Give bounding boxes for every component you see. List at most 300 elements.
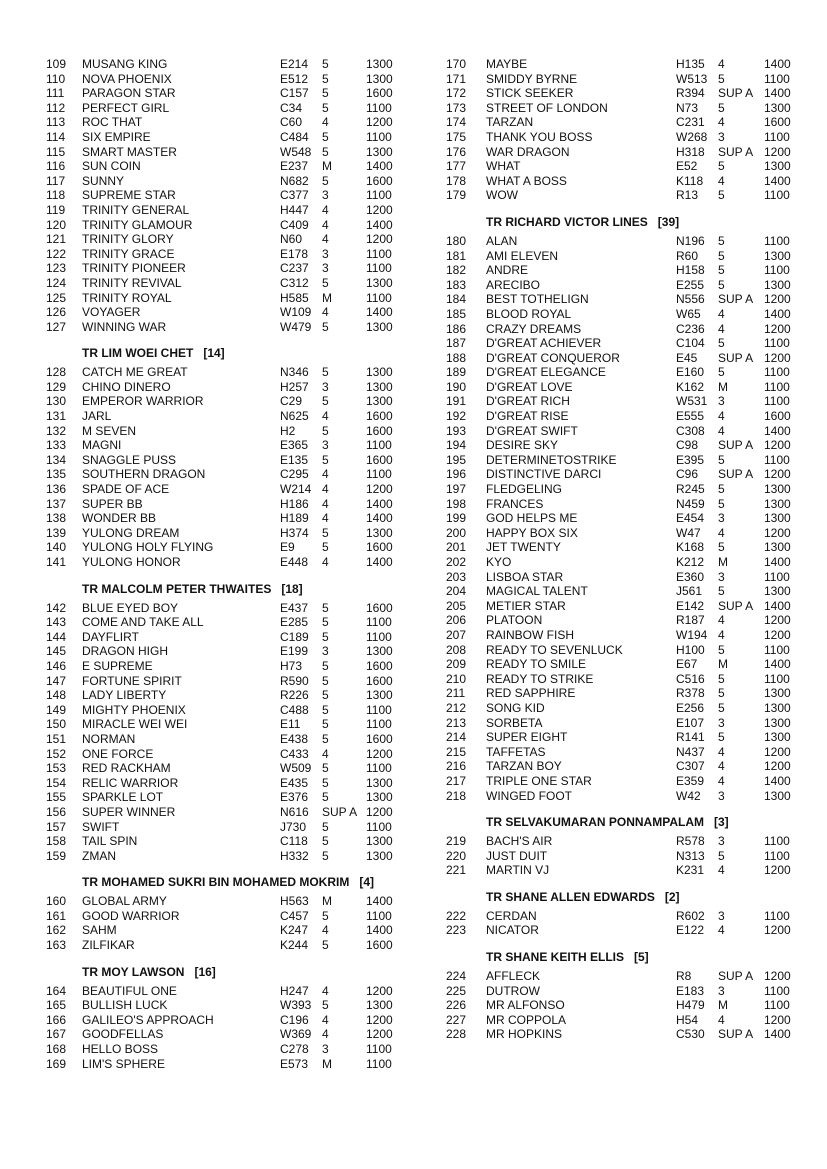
horse-code: E9 <box>280 540 295 555</box>
horse-row <box>446 72 806 87</box>
horse-code: W214 <box>280 482 312 497</box>
entry-number: 148 <box>46 688 67 703</box>
horse-class: 4 <box>322 217 329 232</box>
horse-class: 4 <box>718 759 725 774</box>
entry-number: 208 <box>446 642 467 657</box>
horse-name: TRIPLE ONE STAR <box>486 773 592 788</box>
horse-name: D'GREAT ELEGANCE <box>486 365 606 380</box>
horse-code: N196 <box>676 233 705 248</box>
horse-row <box>46 717 426 732</box>
entry-number: 124 <box>46 275 67 290</box>
horse-row <box>46 820 426 835</box>
horse-class: 4 <box>718 773 725 788</box>
horse-row <box>446 643 806 658</box>
horse-class: SUP A <box>718 1027 754 1042</box>
horse-class: 5 <box>322 100 329 115</box>
horse-code: H186 <box>280 496 309 511</box>
entry-number: 192 <box>446 409 467 424</box>
horse-name: ARECIBO <box>486 277 541 292</box>
horse-row <box>46 1027 426 1042</box>
entry-number: 140 <box>46 540 67 555</box>
horse-row <box>46 232 426 247</box>
horse-code: W42 <box>676 788 701 803</box>
horse-rating: 1200 <box>764 863 791 878</box>
horse-class: 4 <box>322 496 329 511</box>
horse-name: TRINITY REVIVAL <box>82 275 182 290</box>
horse-rating: 1100 <box>366 129 392 144</box>
horse-name: TRINITY PIONEER <box>82 261 186 276</box>
horse-rating: 1100 <box>764 129 790 144</box>
horse-class: 4 <box>718 923 725 938</box>
entry-number: 215 <box>446 744 467 759</box>
entry-number: 155 <box>46 790 67 805</box>
entry-number: 144 <box>46 629 67 644</box>
horse-class: 5 <box>322 452 329 467</box>
horse-name: SOUTHERN DRAGON <box>82 467 206 482</box>
horse-row <box>446 759 806 774</box>
horse-rating: 1600 <box>366 540 393 555</box>
horse-code: R8 <box>676 969 692 984</box>
horse-rating: 1200 <box>764 525 791 540</box>
horse-class: 5 <box>322 615 329 630</box>
horse-name: D'GREAT ACHIEVER <box>486 336 602 351</box>
horse-code: E237 <box>280 159 309 174</box>
horse-code: R590 <box>280 673 309 688</box>
horse-code: C231 <box>676 115 705 130</box>
horse-rating: 1100 <box>366 629 392 644</box>
horse-row <box>46 467 426 482</box>
horse-code: K162 <box>676 379 705 394</box>
trainer-header <box>46 962 426 983</box>
trainer-horse-count: [3] <box>714 815 729 830</box>
entry-number: 196 <box>446 467 467 482</box>
horse-name: HELLO BOSS <box>82 1042 159 1057</box>
entry-number: 127 <box>46 319 67 334</box>
entry-number: 165 <box>46 998 67 1013</box>
horse-rating: 1100 <box>764 233 790 248</box>
horse-code: E160 <box>676 365 705 380</box>
horse-rating: 1400 <box>366 159 393 174</box>
entry-number: 135 <box>46 467 67 482</box>
horse-class: 5 <box>718 540 725 555</box>
horse-code: E573 <box>280 1056 309 1071</box>
horse-name: READY TO STRIKE <box>486 671 594 686</box>
horse-row <box>446 730 806 745</box>
horse-code: E214 <box>280 57 309 71</box>
horse-class: 5 <box>718 365 725 380</box>
horse-row <box>446 526 806 541</box>
horse-rating: 1100 <box>764 379 790 394</box>
horse-rating: 1600 <box>366 658 393 673</box>
trainer-header <box>446 812 806 833</box>
horse-class: 4 <box>718 173 725 188</box>
horse-class: 4 <box>322 923 329 938</box>
horse-code: C34 <box>280 100 303 115</box>
horse-row <box>446 923 806 938</box>
horse-name: FORTUNE SPIRIT <box>82 673 182 688</box>
horse-class: 5 <box>322 144 329 159</box>
horse-row <box>446 365 806 380</box>
horse-row <box>46 790 426 805</box>
horse-row <box>446 789 806 804</box>
horse-class: 5 <box>322 717 329 732</box>
horse-name: CERDAN <box>486 908 537 923</box>
horse-row <box>446 497 806 512</box>
horse-code: H189 <box>280 511 309 526</box>
horse-name: RELIC WARRIOR <box>82 775 179 790</box>
horse-name: GALILEO'S APPROACH <box>82 1012 214 1027</box>
horse-rating: 1200 <box>764 144 791 159</box>
horse-class: 5 <box>718 848 725 863</box>
horse-rating: 1200 <box>366 115 393 130</box>
horse-rating: 1300 <box>366 775 393 790</box>
entry-number: 154 <box>46 775 67 790</box>
entry-number: 170 <box>446 57 467 71</box>
trainer-header <box>46 343 426 364</box>
horse-rating: 1400 <box>764 423 791 438</box>
horse-row <box>46 909 426 924</box>
horse-rating: 1300 <box>366 688 393 703</box>
entry-number: 117 <box>46 173 66 188</box>
horse-class: M <box>322 290 332 305</box>
horse-name: WHAT <box>486 159 521 174</box>
horse-code: H479 <box>676 998 705 1013</box>
horse-row <box>446 599 806 614</box>
entry-number: 139 <box>46 525 67 540</box>
horse-row <box>46 601 426 616</box>
horse-class: 5 <box>718 700 725 715</box>
horse-code: E122 <box>676 923 705 938</box>
horse-rating: 1100 <box>764 569 790 584</box>
horse-rating: 1100 <box>366 1042 392 1057</box>
horse-class: 5 <box>322 129 329 144</box>
horse-rating: 1300 <box>764 686 791 701</box>
horse-name: DETERMINETOSTRIKE <box>486 452 617 467</box>
horse-class: 4 <box>322 202 329 217</box>
horse-code: C118 <box>280 834 308 849</box>
horse-class: 5 <box>322 525 329 540</box>
horse-code: W513 <box>676 71 708 86</box>
horse-row <box>446 613 806 628</box>
entry-number: 158 <box>46 834 67 849</box>
horse-code: R60 <box>676 248 699 263</box>
horse-name: SWIFT <box>82 819 120 834</box>
horse-row <box>446 57 806 72</box>
horse-name: MAGICAL TALENT <box>486 584 588 599</box>
horse-code: W531 <box>676 394 708 409</box>
horse-name: M SEVEN <box>82 423 137 438</box>
horse-code: C516 <box>676 671 705 686</box>
horse-row <box>46 409 426 424</box>
horse-name: NICATOR <box>486 923 539 938</box>
horse-rating: 1300 <box>764 159 791 174</box>
horse-class: 4 <box>322 1027 329 1042</box>
horse-rating: 1200 <box>764 321 791 336</box>
horse-row <box>46 998 426 1013</box>
horse-rating: 1300 <box>764 248 791 263</box>
horse-class: 5 <box>322 365 329 380</box>
entry-number: 109 <box>46 57 67 71</box>
horse-rating: 1300 <box>764 715 791 730</box>
horse-name: DRAGON HIGH <box>82 644 169 659</box>
horse-row <box>46 938 426 953</box>
horse-code: E178 <box>280 246 309 261</box>
horse-rating: 1200 <box>764 292 791 307</box>
horse-row <box>46 276 426 291</box>
horse-row <box>446 424 806 439</box>
entry-number: 172 <box>446 86 467 101</box>
horse-row <box>446 115 806 130</box>
horse-row <box>46 482 426 497</box>
horse-row <box>46 834 426 849</box>
horse-name: FRANCES <box>486 496 544 511</box>
horse-class: 5 <box>718 263 725 278</box>
horse-rating: 1200 <box>764 627 791 642</box>
horse-class: SUP A <box>718 598 754 613</box>
horse-class: 4 <box>322 467 329 482</box>
entry-number: 216 <box>446 759 467 774</box>
entry-number: 121 <box>46 232 67 247</box>
horse-code: C377 <box>280 188 309 203</box>
horse-code: E437 <box>280 600 309 615</box>
horse-rating: 1300 <box>764 496 791 511</box>
horse-row <box>446 351 806 366</box>
entry-number: 110 <box>46 71 66 86</box>
horse-rating: 1200 <box>764 467 791 482</box>
horse-name: MAYBE <box>486 57 528 71</box>
horse-code: W109 <box>280 305 312 320</box>
entry-number: 167 <box>46 1027 67 1042</box>
horse-class: 5 <box>718 233 725 248</box>
horse-class: 3 <box>322 188 329 203</box>
horse-code: R394 <box>676 86 705 101</box>
horse-row <box>446 145 806 160</box>
horse-name: LADY LIBERTY <box>82 688 167 703</box>
horse-class: 4 <box>718 613 725 628</box>
horse-name: EMPEROR WARRIOR <box>82 394 204 409</box>
horse-rating: 1100 <box>366 819 392 834</box>
horse-class: 4 <box>322 409 329 424</box>
horse-name: NORMAN <box>82 731 136 746</box>
horse-code: N556 <box>676 292 705 307</box>
entry-number: 221 <box>446 863 467 878</box>
horse-row <box>446 307 806 322</box>
horse-rating: 1100 <box>764 908 790 923</box>
entry-number: 218 <box>446 788 467 803</box>
horse-name: GOD HELPS ME <box>486 511 578 526</box>
horse-name: TRINITY GRACE <box>82 246 175 261</box>
trainer-name: TR MOHAMED SUKRI BIN MOHAMED MOKRIM <box>82 875 350 890</box>
horse-name: DAYFLIRT <box>82 629 139 644</box>
horse-class: 5 <box>322 938 329 953</box>
horse-class: 5 <box>322 998 329 1013</box>
entry-number: 168 <box>46 1042 67 1057</box>
horse-code: C98 <box>676 438 699 453</box>
horse-name: CATCH ME GREAT <box>82 365 188 380</box>
horse-row <box>446 467 806 482</box>
horse-class: 4 <box>322 555 329 569</box>
horse-rating: 1300 <box>366 365 393 380</box>
horse-code: H257 <box>280 379 309 394</box>
horse-rating: 1600 <box>366 673 393 688</box>
entry-number: 113 <box>46 115 66 130</box>
horse-class: 5 <box>718 248 725 263</box>
horse-code: W548 <box>280 144 312 159</box>
horse-row <box>446 159 806 174</box>
horse-name: D'GREAT RISE <box>486 409 569 424</box>
horse-rating: 1300 <box>764 788 791 803</box>
horse-class: M <box>718 555 728 569</box>
horse-rating: 1400 <box>764 555 791 569</box>
horse-row <box>46 438 426 453</box>
horse-class: SUP A <box>718 438 754 453</box>
horse-class: 5 <box>718 496 725 511</box>
horse-name: JARL <box>82 409 112 424</box>
horse-class: 5 <box>322 673 329 688</box>
horse-row <box>446 1013 806 1028</box>
horse-code: C488 <box>280 702 309 717</box>
horse-rating: 1100 <box>764 998 790 1013</box>
entry-number: 176 <box>446 144 467 159</box>
trainer-horse-count: [39] <box>657 214 680 229</box>
horse-code: E359 <box>676 773 705 788</box>
horse-code: E256 <box>676 700 705 715</box>
horse-row <box>46 130 426 145</box>
horse-rating: 1400 <box>366 923 393 938</box>
horse-code: R602 <box>676 908 705 923</box>
horse-code: C409 <box>280 217 309 232</box>
horse-name: TARZAN <box>486 115 534 130</box>
horse-row <box>46 174 426 189</box>
horse-row <box>46 1013 426 1028</box>
entry-number: 177 <box>446 159 467 174</box>
horse-rating: 1400 <box>764 773 791 788</box>
horse-rating: 1200 <box>764 969 791 984</box>
horse-code: N616 <box>280 804 309 819</box>
horse-row <box>46 761 426 776</box>
horse-class: 4 <box>322 232 329 247</box>
horse-class: 3 <box>718 983 725 998</box>
horse-code: C236 <box>676 321 705 336</box>
horse-rating: 1300 <box>366 998 393 1013</box>
horse-code: K244 <box>280 938 309 953</box>
horse-row <box>46 305 426 320</box>
horse-row <box>46 365 426 380</box>
horse-code: N346 <box>280 365 309 380</box>
entry-number: 169 <box>46 1056 67 1071</box>
horse-code: H563 <box>280 894 309 909</box>
entry-number: 111 <box>46 86 65 101</box>
horse-rating: 1200 <box>366 232 393 247</box>
horse-rating: 1100 <box>764 671 790 686</box>
horse-class: 4 <box>718 57 725 71</box>
horse-row <box>446 263 806 278</box>
entry-number: 130 <box>46 394 67 409</box>
horse-rating: 1400 <box>366 496 393 511</box>
horse-class: 5 <box>322 761 329 776</box>
entry-number: 209 <box>446 657 467 672</box>
horse-class: 5 <box>322 173 329 188</box>
horse-row <box>46 688 426 703</box>
horse-name: MIGHTY PHOENIX <box>82 702 186 717</box>
entry-number: 183 <box>446 277 467 292</box>
horse-name: SORBETA <box>486 715 543 730</box>
entry-number: 123 <box>46 261 67 276</box>
entry-number: 114 <box>46 129 66 144</box>
horse-name: D'GREAT SWIFT <box>486 423 578 438</box>
horse-rating: 1600 <box>366 423 393 438</box>
horse-name: SNAGGLE PUSS <box>82 452 177 467</box>
entry-number: 118 <box>46 188 66 203</box>
horse-rating: 1400 <box>764 657 791 672</box>
entry-number: 129 <box>46 379 67 394</box>
horse-class: 4 <box>322 746 329 761</box>
horse-code: W268 <box>676 129 708 144</box>
horse-row <box>446 1027 806 1042</box>
horse-class: 4 <box>718 863 725 878</box>
horse-code: E45 <box>676 350 698 365</box>
horse-code: N60 <box>280 232 303 247</box>
entry-number: 146 <box>46 658 67 673</box>
horse-name: PERFECT GIRL <box>82 100 170 115</box>
trainer-horse-count: [2] <box>664 889 680 904</box>
entry-number: 173 <box>446 100 467 115</box>
horse-name: TARZAN BOY <box>486 759 562 774</box>
horse-rating: 1100 <box>366 290 392 305</box>
horse-code: E438 <box>280 731 309 746</box>
horse-rating: 1200 <box>366 804 393 819</box>
horse-name: WAR DRAGON <box>486 144 570 159</box>
horse-rating: 1400 <box>764 1027 791 1042</box>
horse-row <box>46 247 426 262</box>
horse-name: WHAT A BOSS <box>486 173 567 188</box>
trainer-header <box>46 872 426 893</box>
horse-name: TRINITY GLORY <box>82 232 174 247</box>
horse-name: ZILFIKAR <box>82 938 135 953</box>
horse-code: H585 <box>280 290 309 305</box>
horse-class: 5 <box>322 702 329 717</box>
horse-row <box>46 261 426 276</box>
entry-number: 145 <box>46 644 67 659</box>
horse-class: 5 <box>718 452 725 467</box>
entry-number: 190 <box>446 379 467 394</box>
horse-row <box>446 774 806 789</box>
horse-rating: 1100 <box>764 394 790 409</box>
horse-name: SUPREME STAR <box>82 188 176 203</box>
entry-number: 219 <box>446 834 467 849</box>
horse-name: SONG KID <box>486 700 545 715</box>
trainer-name: TR LIM WOEI CHET <box>82 346 194 361</box>
horse-row <box>46 1042 426 1057</box>
horse-name: JET TWENTY <box>486 540 561 555</box>
horse-code: C196 <box>280 1012 309 1027</box>
trainer-name: TR SHANE ALLEN EDWARDS <box>486 889 655 904</box>
horse-name: PARAGON STAR <box>82 86 176 101</box>
entry-number: 185 <box>446 306 467 321</box>
entry-number: 126 <box>46 305 67 320</box>
horse-name: HAPPY BOX SIX <box>486 525 578 540</box>
horse-row <box>46 497 426 512</box>
horse-code: E395 <box>676 452 705 467</box>
entry-number: 128 <box>46 365 67 380</box>
horse-rating: 1400 <box>366 217 393 232</box>
horse-row <box>46 615 426 630</box>
horse-name: YULONG DREAM <box>82 525 180 540</box>
horse-name: YULONG HOLY FLYING <box>82 540 214 555</box>
horse-class: SUP A <box>718 86 754 101</box>
horse-row <box>46 630 426 645</box>
entry-number: 181 <box>446 248 467 263</box>
